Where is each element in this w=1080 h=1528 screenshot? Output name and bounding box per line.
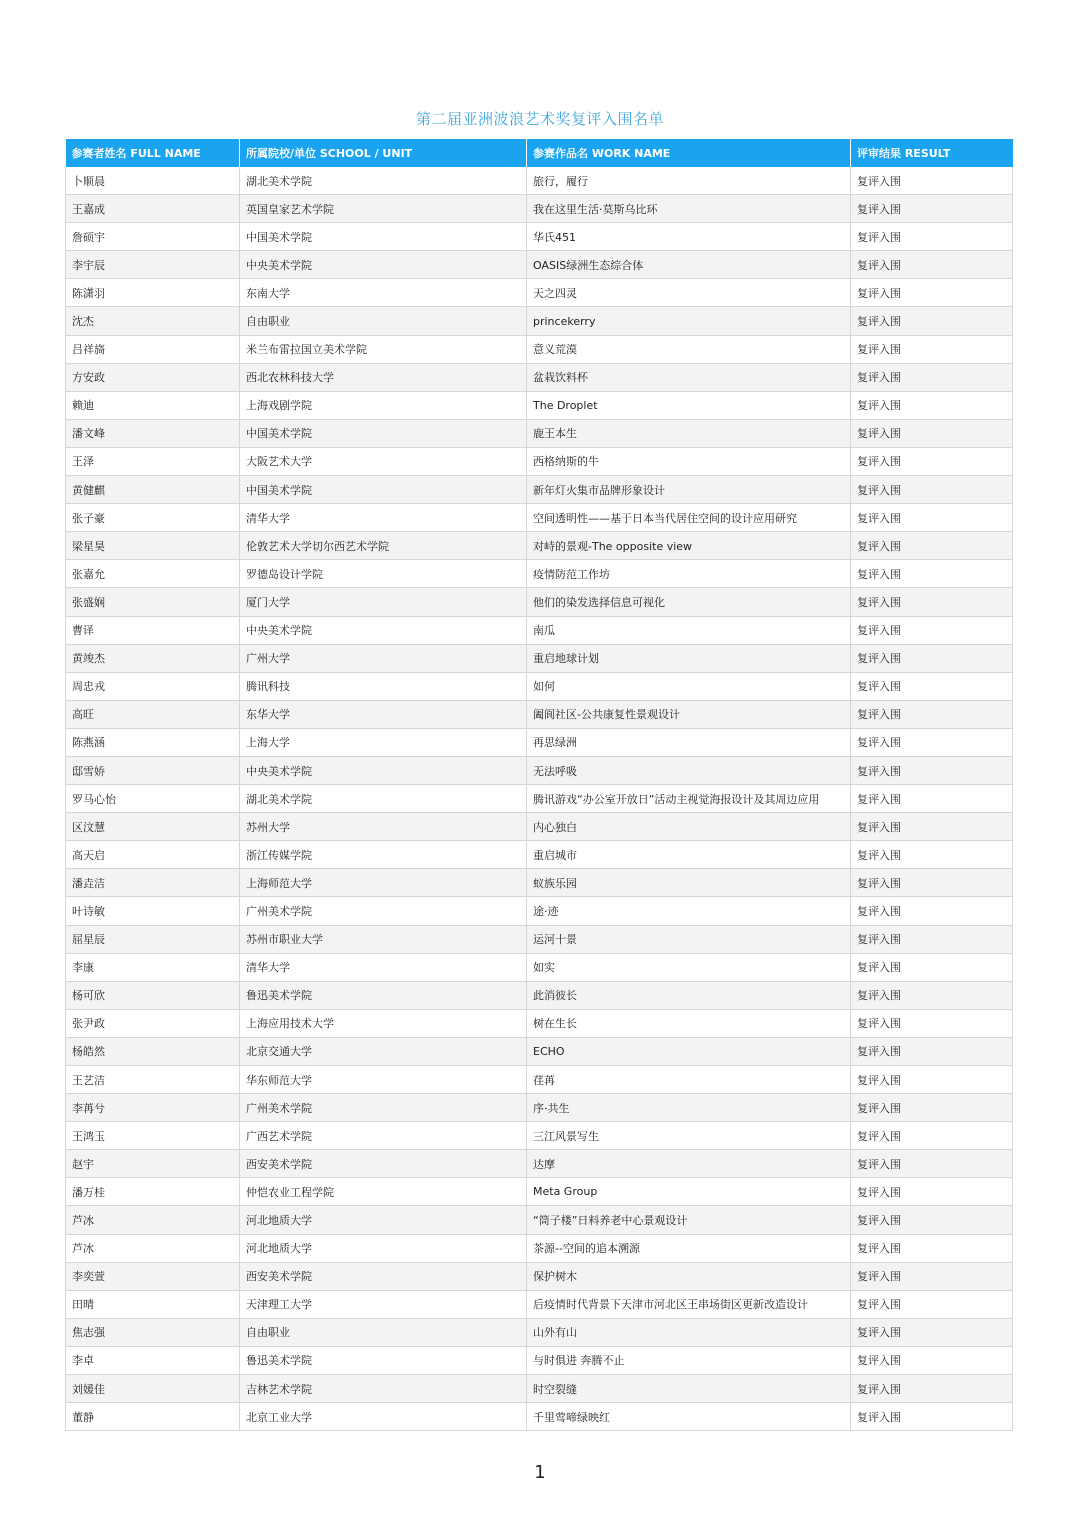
table-row [66, 1290, 1013, 1318]
cell-school-unit: 清华大学 [240, 504, 527, 532]
table-row [66, 1122, 1013, 1150]
cell-work-name: 树在生长 [527, 1009, 851, 1037]
table-row [66, 1262, 1013, 1290]
cell-school-unit: 自由职业 [240, 307, 527, 335]
cell-result: 复评入围 [851, 1290, 1013, 1318]
cell-work-name: 保护树木 [527, 1262, 851, 1290]
cell-school-unit: 鲁迅美术学院 [240, 1346, 527, 1374]
cell-work-name: 西格纳斯的牛 [527, 447, 851, 475]
cell-full-name: 王泽 [66, 447, 240, 475]
cell-full-name: 区汶慧 [66, 813, 240, 841]
cell-result: 复评入围 [851, 1318, 1013, 1346]
cell-school-unit: 中国美术学院 [240, 223, 527, 251]
cell-result: 复评入围 [851, 1150, 1013, 1178]
cell-result: 复评入围 [851, 981, 1013, 1009]
cell-work-name: 千里莺啼绿映红 [527, 1403, 851, 1431]
table-row [66, 195, 1013, 223]
table-row [66, 700, 1013, 728]
cell-school-unit: 西安美术学院 [240, 1150, 527, 1178]
cell-school-unit: 湖北美术学院 [240, 785, 527, 813]
cell-school-unit: 英国皇家艺术学院 [240, 195, 527, 223]
cell-result: 复评入围 [851, 476, 1013, 504]
cell-work-name: 如实 [527, 953, 851, 981]
cell-school-unit: 华东师范大学 [240, 1066, 527, 1094]
cell-result: 复评入围 [851, 223, 1013, 251]
cell-full-name: 邸雪娇 [66, 756, 240, 784]
cell-school-unit: 中国美术学院 [240, 419, 527, 447]
table-row [66, 1094, 1013, 1122]
table-row [66, 672, 1013, 700]
cell-work-name: princekerry [527, 307, 851, 335]
cell-work-name: 后疫情时代背景下天津市河北区王串场街区更新改造设计 [527, 1290, 851, 1318]
cell-result: 复评入围 [851, 588, 1013, 616]
cell-result: 复评入围 [851, 1346, 1013, 1374]
cell-full-name: 张盛娴 [66, 588, 240, 616]
cell-work-name: 蚁族乐园 [527, 869, 851, 897]
cell-result: 复评入围 [851, 869, 1013, 897]
cell-school-unit: 广西艺术学院 [240, 1122, 527, 1150]
cell-work-name: 时空裂缝 [527, 1375, 851, 1403]
cell-work-name: 旅行，履行 [527, 167, 851, 195]
table-row [66, 869, 1013, 897]
table-header-row [66, 139, 1013, 167]
cell-school-unit: 广州美术学院 [240, 897, 527, 925]
cell-full-name: 屈星辰 [66, 925, 240, 953]
table-row [66, 588, 1013, 616]
cell-result: 复评入围 [851, 841, 1013, 869]
cell-full-name: 李康 [66, 953, 240, 981]
header-result: 评审结果 RESULT [851, 139, 1013, 167]
cell-full-name: 陈燕涵 [66, 728, 240, 756]
cell-result: 复评入围 [851, 419, 1013, 447]
cell-school-unit: 北京交通大学 [240, 1037, 527, 1065]
table-row [66, 616, 1013, 644]
cell-school-unit: 仲恺农业工程学院 [240, 1178, 527, 1206]
cell-full-name: 梁星昊 [66, 532, 240, 560]
cell-result: 复评入围 [851, 785, 1013, 813]
cell-full-name: 詹硕宇 [66, 223, 240, 251]
cell-school-unit: 苏州市职业大学 [240, 925, 527, 953]
cell-full-name: 黄竣杰 [66, 644, 240, 672]
cell-result: 复评入围 [851, 279, 1013, 307]
cell-full-name: 田晴 [66, 1290, 240, 1318]
cell-work-name: 此消彼长 [527, 981, 851, 1009]
cell-school-unit: 自由职业 [240, 1318, 527, 1346]
cell-school-unit: 米兰布雷拉国立美术学院 [240, 335, 527, 363]
cell-school-unit: 天津理工大学 [240, 1290, 527, 1318]
cell-school-unit: 中央美术学院 [240, 616, 527, 644]
cell-result: 复评入围 [851, 1262, 1013, 1290]
cell-school-unit: 上海戏剧学院 [240, 391, 527, 419]
cell-work-name: 序·共生 [527, 1094, 851, 1122]
table-row [66, 476, 1013, 504]
cell-school-unit: 苏州大学 [240, 813, 527, 841]
cell-result: 复评入围 [851, 728, 1013, 756]
cell-school-unit: 河北地质大学 [240, 1206, 527, 1234]
cell-full-name: 高旺 [66, 700, 240, 728]
cell-full-name: 芦冰 [66, 1234, 240, 1262]
cell-school-unit: 东南大学 [240, 279, 527, 307]
cell-result: 复评入围 [851, 363, 1013, 391]
cell-work-name: 腾讯游戏“办公室开放日”活动主视觉海报设计及其周边应用 [527, 785, 851, 813]
cell-school-unit: 厦门大学 [240, 588, 527, 616]
table-row [66, 419, 1013, 447]
cell-full-name: 曹译 [66, 616, 240, 644]
cell-school-unit: 广州大学 [240, 644, 527, 672]
cell-result: 复评入围 [851, 644, 1013, 672]
cell-work-name: Meta Group [527, 1178, 851, 1206]
cell-result: 复评入围 [851, 195, 1013, 223]
cell-result: 复评入围 [851, 813, 1013, 841]
results-table [65, 139, 1013, 1431]
cell-result: 复评入围 [851, 1178, 1013, 1206]
cell-school-unit: 上海师范大学 [240, 869, 527, 897]
table-row [66, 644, 1013, 672]
table-row [66, 925, 1013, 953]
cell-school-unit: 浙江传媒学院 [240, 841, 527, 869]
cell-full-name: 吕祥旖 [66, 335, 240, 363]
cell-result: 复评入围 [851, 504, 1013, 532]
cell-work-name: “筒子楼”日料养老中心景观设计 [527, 1206, 851, 1234]
cell-full-name: 董静 [66, 1403, 240, 1431]
page-number: 1 [534, 1462, 546, 1483]
cell-school-unit: 吉林艺术学院 [240, 1375, 527, 1403]
cell-school-unit: 上海大学 [240, 728, 527, 756]
cell-result: 复评入围 [851, 307, 1013, 335]
cell-work-name: 如何 [527, 672, 851, 700]
cell-result: 复评入围 [851, 335, 1013, 363]
cell-full-name: 李宇辰 [66, 251, 240, 279]
cell-work-name: ECHO [527, 1037, 851, 1065]
cell-full-name: 杨皓然 [66, 1037, 240, 1065]
table-row [66, 1037, 1013, 1065]
cell-result: 复评入围 [851, 251, 1013, 279]
cell-school-unit: 北京工业大学 [240, 1403, 527, 1431]
table-row [66, 560, 1013, 588]
table-row [66, 251, 1013, 279]
table-row [66, 335, 1013, 363]
cell-full-name: 沈杰 [66, 307, 240, 335]
cell-result: 复评入围 [851, 532, 1013, 560]
cell-result: 复评入围 [851, 616, 1013, 644]
cell-work-name: 新年灯火集市品牌形象设计 [527, 476, 851, 504]
cell-work-name: 南瓜 [527, 616, 851, 644]
cell-work-name: 茶源--空间的追本溯源 [527, 1234, 851, 1262]
cell-full-name: 焦志强 [66, 1318, 240, 1346]
cell-result: 复评入围 [851, 1403, 1013, 1431]
table-row [66, 1375, 1013, 1403]
cell-school-unit: 伦敦艺术大学切尔西艺术学院 [240, 532, 527, 560]
cell-result: 复评入围 [851, 756, 1013, 784]
cell-work-name: 运河十景 [527, 925, 851, 953]
cell-work-name: 鹿王本生 [527, 419, 851, 447]
table-row [66, 813, 1013, 841]
table-row [66, 785, 1013, 813]
cell-result: 复评入围 [851, 953, 1013, 981]
cell-work-name: 途·迹 [527, 897, 851, 925]
cell-full-name: 李苒兮 [66, 1094, 240, 1122]
cell-work-name: 我在这里生活·莫斯乌比环 [527, 195, 851, 223]
table-row [66, 728, 1013, 756]
cell-work-name: The Droplet [527, 391, 851, 419]
cell-work-name: 阖阆社区-公共康复性景观设计 [527, 700, 851, 728]
table-row [66, 532, 1013, 560]
cell-result: 复评入围 [851, 897, 1013, 925]
cell-result: 复评入围 [851, 1094, 1013, 1122]
table-row [66, 953, 1013, 981]
cell-school-unit: 鲁迅美术学院 [240, 981, 527, 1009]
cell-full-name: 张嘉允 [66, 560, 240, 588]
cell-result: 复评入围 [851, 560, 1013, 588]
cell-school-unit: 罗德岛设计学院 [240, 560, 527, 588]
cell-full-name: 潘垚洁 [66, 869, 240, 897]
cell-work-name: 华氏451 [527, 223, 851, 251]
table-row [66, 279, 1013, 307]
cell-result: 复评入围 [851, 925, 1013, 953]
cell-work-name: 荏苒 [527, 1066, 851, 1094]
cell-school-unit: 广州美术学院 [240, 1094, 527, 1122]
table-row [66, 391, 1013, 419]
cell-school-unit: 东华大学 [240, 700, 527, 728]
cell-work-name: 与时俱进 奔腾不止 [527, 1346, 851, 1374]
cell-result: 复评入围 [851, 1234, 1013, 1262]
table-row [66, 1178, 1013, 1206]
cell-full-name: 潘文峰 [66, 419, 240, 447]
cell-work-name: 他们的染发选择信息可视化 [527, 588, 851, 616]
cell-full-name: 刘媛佳 [66, 1375, 240, 1403]
cell-school-unit: 中央美术学院 [240, 251, 527, 279]
cell-full-name: 王鸿玉 [66, 1122, 240, 1150]
table-row [66, 167, 1013, 195]
cell-work-name: 盆栽饮料杯 [527, 363, 851, 391]
cell-result: 复评入围 [851, 1375, 1013, 1403]
cell-full-name: 方安政 [66, 363, 240, 391]
cell-full-name: 王嘉成 [66, 195, 240, 223]
cell-work-name: 内心独白 [527, 813, 851, 841]
cell-result: 复评入围 [851, 167, 1013, 195]
cell-work-name: 意义荒漠 [527, 335, 851, 363]
cell-result: 复评入围 [851, 447, 1013, 475]
cell-result: 复评入围 [851, 1206, 1013, 1234]
table-row [66, 223, 1013, 251]
cell-school-unit: 西北农林科技大学 [240, 363, 527, 391]
cell-school-unit: 湖北美术学院 [240, 167, 527, 195]
cell-full-name: 罗马心怡 [66, 785, 240, 813]
cell-full-name: 叶诗敏 [66, 897, 240, 925]
cell-full-name: 李奕萱 [66, 1262, 240, 1290]
cell-school-unit: 中国美术学院 [240, 476, 527, 504]
cell-school-unit: 中央美术学院 [240, 756, 527, 784]
cell-work-name: 重启城市 [527, 841, 851, 869]
cell-full-name: 高天启 [66, 841, 240, 869]
cell-result: 复评入围 [851, 1009, 1013, 1037]
table-row [66, 1318, 1013, 1346]
cell-full-name: 潘万桂 [66, 1178, 240, 1206]
cell-full-name: 黄健麒 [66, 476, 240, 504]
cell-result: 复评入围 [851, 672, 1013, 700]
document-title: 第二届亚洲波浪艺术奖复评入围名单 [415, 110, 664, 128]
cell-work-name: 天之四灵 [527, 279, 851, 307]
cell-full-name: 陈潇羽 [66, 279, 240, 307]
cell-school-unit: 大阪艺术大学 [240, 447, 527, 475]
cell-result: 复评入围 [851, 1066, 1013, 1094]
table-row [66, 504, 1013, 532]
table-body [66, 167, 1013, 1431]
header-school-unit: 所属院校/单位 SCHOOL / UNIT [240, 139, 527, 167]
table-row [66, 756, 1013, 784]
cell-work-name: 空间透明性——基于日本当代居住空间的设计应用研究 [527, 504, 851, 532]
cell-full-name: 张子豪 [66, 504, 240, 532]
cell-school-unit: 河北地质大学 [240, 1234, 527, 1262]
cell-full-name: 周忠戎 [66, 672, 240, 700]
table-row [66, 1150, 1013, 1178]
cell-work-name: 达摩 [527, 1150, 851, 1178]
cell-work-name: 山外有山 [527, 1318, 851, 1346]
table-row [66, 307, 1013, 335]
table-row [66, 841, 1013, 869]
header-work-name: 参赛作品名 WORK NAME [527, 139, 851, 167]
cell-work-name: 疫情防范工作坊 [527, 560, 851, 588]
table-row [66, 981, 1013, 1009]
cell-result: 复评入围 [851, 700, 1013, 728]
cell-work-name: OASIS绿洲生态综合体 [527, 251, 851, 279]
table-row [66, 447, 1013, 475]
table-row [66, 1234, 1013, 1262]
cell-result: 复评入围 [851, 391, 1013, 419]
cell-full-name: 芦冰 [66, 1206, 240, 1234]
table-row [66, 1403, 1013, 1431]
cell-school-unit: 上海应用技术大学 [240, 1009, 527, 1037]
cell-full-name: 赖迪 [66, 391, 240, 419]
table-row [66, 1206, 1013, 1234]
table-row [66, 897, 1013, 925]
header-full-name: 参赛者姓名 FULL NAME [66, 139, 240, 167]
cell-full-name: 赵宇 [66, 1150, 240, 1178]
cell-result: 复评入围 [851, 1037, 1013, 1065]
cell-full-name: 李卓 [66, 1346, 240, 1374]
cell-school-unit: 西安美术学院 [240, 1262, 527, 1290]
table-row [66, 363, 1013, 391]
table-row [66, 1066, 1013, 1094]
cell-school-unit: 清华大学 [240, 953, 527, 981]
cell-full-name: 张尹政 [66, 1009, 240, 1037]
cell-school-unit: 腾讯科技 [240, 672, 527, 700]
cell-full-name: 卜顺晨 [66, 167, 240, 195]
cell-result: 复评入围 [851, 1122, 1013, 1150]
cell-full-name: 杨可欣 [66, 981, 240, 1009]
cell-work-name: 对峙的景观-The opposite view [527, 532, 851, 560]
cell-work-name: 三江风景写生 [527, 1122, 851, 1150]
cell-work-name: 无法呼吸 [527, 756, 851, 784]
table-row [66, 1346, 1013, 1374]
cell-work-name: 再思绿洲 [527, 728, 851, 756]
cell-work-name: 重启地球计划 [527, 644, 851, 672]
cell-full-name: 王艺洁 [66, 1066, 240, 1094]
table-row [66, 1009, 1013, 1037]
